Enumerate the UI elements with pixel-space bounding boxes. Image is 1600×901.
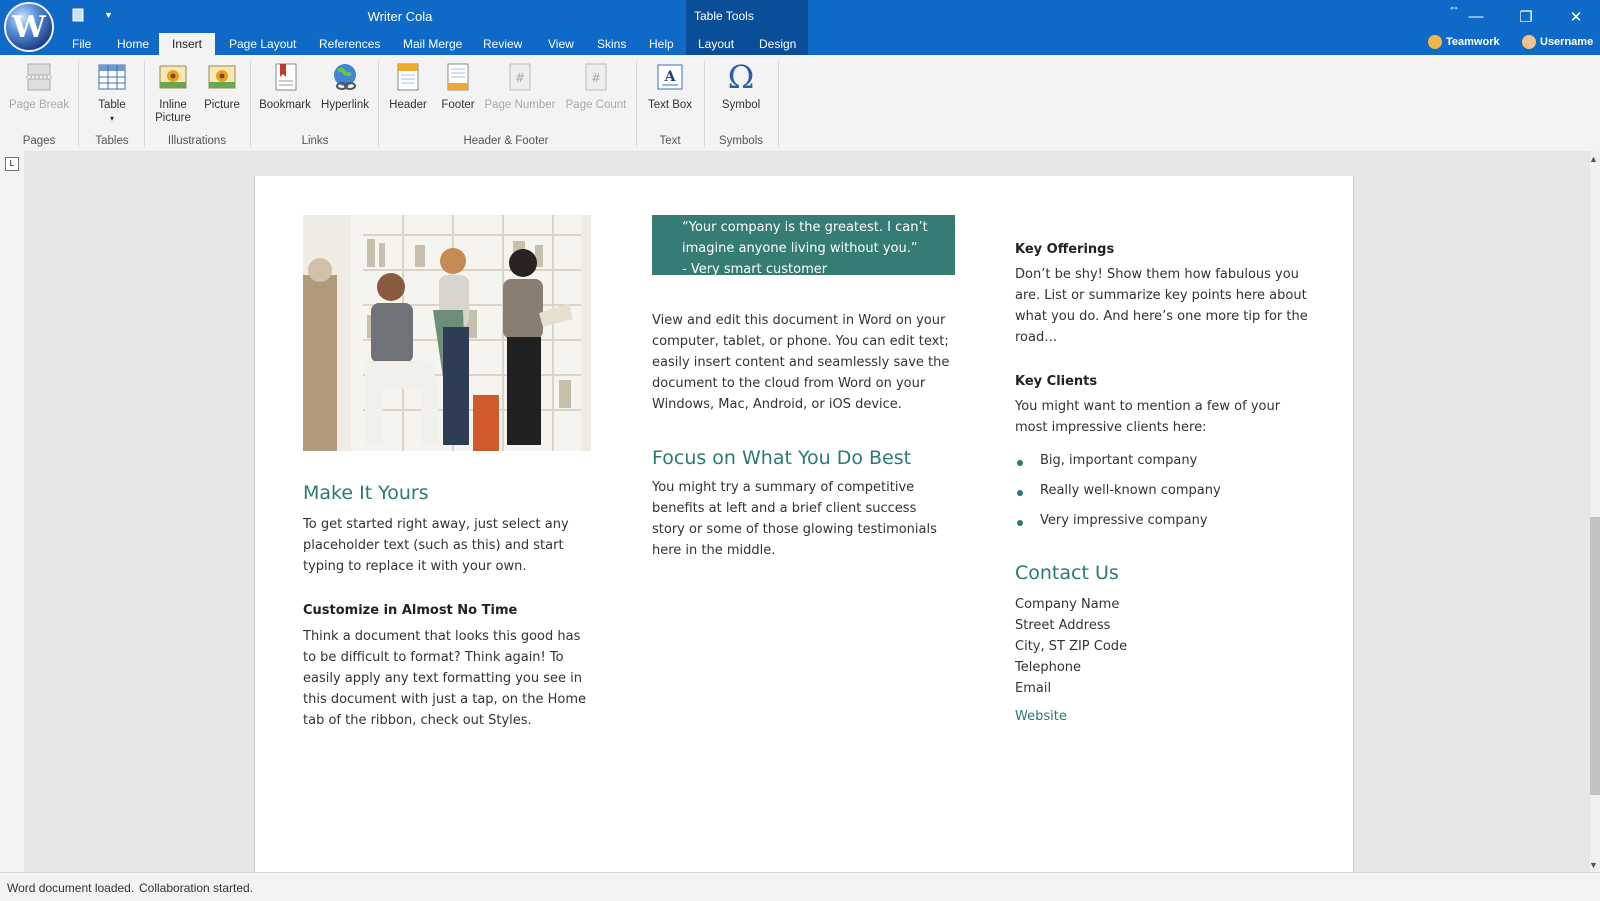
tab-help[interactable]: Help bbox=[649, 37, 674, 51]
list-item-text: Very impressive company bbox=[1040, 513, 1208, 528]
svg-text:A: A bbox=[664, 69, 676, 85]
header-button[interactable] bbox=[384, 61, 432, 112]
ribbon bbox=[0, 55, 1600, 152]
maximize-button[interactable]: ❐ bbox=[1519, 9, 1533, 26]
contact-line[interactable]: City, ST ZIP Code bbox=[1015, 639, 1128, 654]
separator bbox=[704, 61, 705, 147]
list-item[interactable] bbox=[1040, 453, 1197, 468]
teamwork-icon bbox=[1428, 35, 1442, 49]
list-item-text: Really well-known company bbox=[1040, 483, 1221, 498]
page-number-button[interactable] bbox=[484, 61, 556, 112]
page-number-label: Page Number bbox=[484, 99, 556, 111]
document-icon[interactable] bbox=[72, 8, 84, 25]
page-break-button[interactable] bbox=[8, 61, 70, 112]
svg-text:#: # bbox=[514, 71, 526, 85]
text-box-label: Text Box bbox=[647, 99, 693, 111]
quote-text-block bbox=[682, 217, 942, 280]
footer-button[interactable] bbox=[434, 61, 482, 112]
contact-line[interactable]: Company Name bbox=[1015, 597, 1120, 612]
group-label-links: Links bbox=[301, 135, 329, 147]
contact-line[interactable]: Street Address bbox=[1015, 618, 1111, 633]
footer-label: Footer bbox=[441, 99, 475, 111]
separator bbox=[378, 61, 379, 147]
heading-contact-us[interactable]: Contact Us bbox=[1015, 562, 1119, 584]
close-button[interactable]: ✕ bbox=[1569, 9, 1583, 26]
scrollbar-thumb[interactable] bbox=[1590, 517, 1600, 795]
subheading-key-clients[interactable]: Key Clients bbox=[1015, 374, 1098, 389]
status-bar bbox=[0, 872, 1600, 901]
status-collaboration: Collaboration started. bbox=[139, 881, 254, 895]
page-count-icon bbox=[580, 61, 612, 93]
separator bbox=[250, 61, 251, 147]
tab-table-layout[interactable]: Layout bbox=[698, 37, 735, 51]
tab-file[interactable]: File bbox=[72, 37, 92, 51]
ruler-gutter bbox=[0, 151, 24, 872]
window-title: Writer Cola bbox=[367, 9, 433, 24]
page-number-icon bbox=[504, 61, 536, 93]
col1-intro-text[interactable]: To get started right away, just select any placeholder text (such as this) and start typing to replace it with your own. bbox=[303, 517, 569, 574]
footer-icon bbox=[442, 61, 474, 93]
separator bbox=[778, 61, 779, 147]
username-label: Username bbox=[1540, 36, 1594, 48]
tab-insert[interactable]: Insert bbox=[159, 33, 215, 55]
user-icon bbox=[1522, 35, 1536, 49]
group-label-illustrations: Illustrations bbox=[167, 135, 227, 147]
user-button[interactable] bbox=[1522, 35, 1593, 49]
page-break-icon bbox=[23, 61, 55, 93]
col1-body-text[interactable]: Think a document that looks this good has to be difficult to format? Think again! To easily apply any text formatting you see in this document with just a tap, on the Home tab of the ribbon, check out Styles. bbox=[303, 629, 587, 728]
bookmark-label: Bookmark bbox=[259, 99, 311, 111]
tab-page-layout[interactable]: Page Layout bbox=[229, 37, 297, 51]
scroll-down-icon[interactable]: ▼ bbox=[1589, 860, 1598, 870]
contact-line[interactable]: Email bbox=[1015, 681, 1052, 696]
subheading-key-offerings[interactable]: Key Offerings bbox=[1015, 242, 1115, 257]
subheading-customize[interactable]: Customize in Almost No Time bbox=[303, 603, 518, 618]
picture-label: Picture bbox=[204, 99, 240, 111]
omega-icon: Ω bbox=[727, 57, 755, 96]
group-label-symbols: Symbols bbox=[718, 135, 764, 147]
page-break-label: Page Break bbox=[8, 99, 70, 111]
header-icon bbox=[392, 61, 424, 93]
heading-focus[interactable]: Focus on What You Do Best bbox=[652, 447, 912, 469]
chevron-down-icon[interactable]: ▼ bbox=[104, 10, 113, 20]
header-label: Header bbox=[389, 99, 427, 111]
tab-references[interactable]: References bbox=[319, 37, 381, 51]
col2-body2-text[interactable]: You might try a summary of competitive benefits at left and a brief client success story or some of those glowing testimonials here in the middle. bbox=[652, 480, 937, 558]
page-count-label: Page Count bbox=[565, 99, 627, 111]
group-label-text: Text bbox=[659, 135, 681, 147]
contact-line[interactable]: Telephone bbox=[1015, 660, 1082, 675]
inline-picture-button[interactable] bbox=[150, 61, 196, 125]
app-logo-letter: W bbox=[12, 9, 46, 45]
tab-view[interactable]: View bbox=[548, 37, 574, 51]
table-label: Table bbox=[98, 99, 126, 111]
separator bbox=[636, 61, 637, 147]
col2-body-text[interactable]: View and edit this document in Word on your computer, tablet, or phone. You can edit text; easily insert content and seamlessly save the document to the cloud from Word on your Windows, Mac, Android, or iOS device. bbox=[652, 313, 950, 412]
separator bbox=[78, 61, 79, 147]
inline-picture-label: Inline Picture bbox=[155, 99, 191, 124]
app-logo[interactable] bbox=[4, 2, 54, 52]
picture-icon bbox=[206, 61, 238, 93]
hyperlink-label: Hyperlink bbox=[321, 99, 369, 111]
title-bar bbox=[0, 0, 1600, 55]
scroll-up-icon[interactable]: ▲ bbox=[1589, 154, 1598, 164]
quote-attribution: - Very smart customer bbox=[682, 262, 828, 277]
svg-text:#: # bbox=[590, 71, 602, 85]
group-label-tables: Tables bbox=[95, 135, 129, 147]
key-offerings-text[interactable]: Don’t be shy! Show them how fabulous you are. List or summarize key points here about what you do. And here’s one more tip for the road… bbox=[1015, 267, 1308, 345]
separator bbox=[144, 61, 145, 147]
status-document: Word document loaded. bbox=[7, 881, 135, 895]
symbol-label: Symbol bbox=[721, 99, 761, 111]
hyperlink-icon bbox=[329, 61, 361, 93]
bullet-icon bbox=[1017, 490, 1023, 496]
bookmark-icon bbox=[269, 61, 301, 93]
quote-box[interactable] bbox=[652, 215, 955, 275]
tab-skins[interactable]: Skins bbox=[597, 37, 627, 51]
page-count-button[interactable] bbox=[564, 61, 628, 112]
website-link[interactable]: Website bbox=[1015, 709, 1067, 724]
group-label-pages: Pages bbox=[22, 135, 56, 147]
teamwork-label: Teamwork bbox=[1446, 36, 1500, 48]
tab-stop-selector[interactable]: L bbox=[5, 157, 19, 171]
tab-review[interactable]: Review bbox=[483, 37, 523, 51]
bookmark-button[interactable] bbox=[258, 61, 312, 112]
quote-text: “Your company is the greatest. I can’t imagine anyone living without you.” bbox=[682, 220, 928, 256]
resize-icon[interactable]: ⇔ bbox=[1448, 0, 1460, 14]
hyperlink-button[interactable] bbox=[318, 61, 372, 112]
table-button[interactable] bbox=[86, 61, 138, 125]
table-icon bbox=[96, 61, 128, 93]
list-item[interactable] bbox=[1040, 483, 1221, 498]
tab-table-design[interactable]: Design bbox=[759, 37, 797, 51]
bullet-icon bbox=[1017, 460, 1023, 466]
symbol-button[interactable] bbox=[712, 57, 770, 112]
list-item-text: Big, important company bbox=[1040, 453, 1198, 468]
bullet-icon bbox=[1017, 520, 1023, 526]
tab-mail-merge[interactable]: Mail Merge bbox=[403, 37, 463, 51]
heading-make-it-yours[interactable]: Make It Yours bbox=[303, 482, 429, 504]
table-tools-title: Table Tools bbox=[694, 9, 754, 23]
document-photo[interactable] bbox=[303, 215, 591, 451]
text-box-button[interactable] bbox=[642, 61, 698, 112]
text-box-icon bbox=[654, 61, 686, 93]
key-clients-intro[interactable]: You might want to mention a few of your most impressive clients here: bbox=[1015, 399, 1281, 435]
list-item[interactable] bbox=[1040, 513, 1208, 528]
inline-picture-icon bbox=[157, 61, 189, 93]
tab-home[interactable]: Home bbox=[117, 37, 150, 51]
minimize-button[interactable]: — bbox=[1468, 8, 1484, 25]
table-dropdown-icon: ▾ bbox=[109, 114, 114, 123]
group-label-header-footer: Header & Footer bbox=[463, 135, 549, 147]
teamwork-button[interactable] bbox=[1428, 35, 1500, 49]
picture-button[interactable] bbox=[200, 61, 244, 112]
